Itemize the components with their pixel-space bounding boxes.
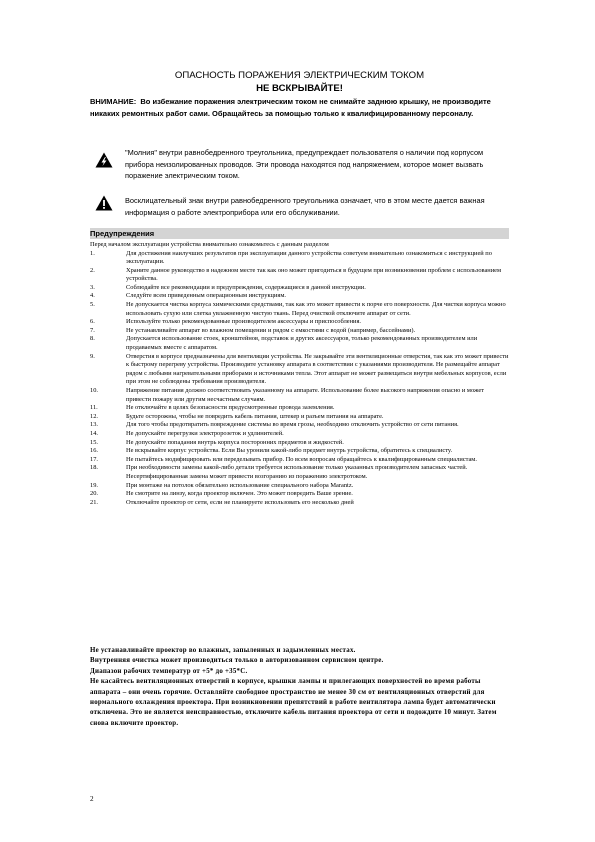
list-item bbox=[90, 387, 509, 404]
list-item-text: Для достижения наилучших результатов при эксплуатации данного устройства советуем внимательно ознакомиться с инструкцией по эксплуатации. bbox=[126, 249, 492, 266]
notes-block bbox=[90, 646, 509, 729]
list-item-text: Напряжение питания должно соответствовать указанному на аппарате. Использование более высокого напряжения опасно и может привести пожару или другим несчастным случаям. bbox=[126, 387, 484, 403]
list-item-number: 7. bbox=[90, 326, 95, 334]
note-paragraph: Диапазон рабочих температур от +5* до +35*С. bbox=[90, 667, 248, 675]
symbol-row-exclamation bbox=[90, 195, 509, 219]
list-item-number: 21. bbox=[90, 498, 98, 506]
list-item bbox=[90, 456, 509, 465]
list-item-number: 2. bbox=[90, 266, 95, 274]
note-paragraph: Не устанавливайте проектор во влажных, запыленных и задымленных местах. bbox=[90, 647, 356, 654]
page-number: 2 bbox=[90, 795, 94, 803]
list-item-text: Используйте только рекомендованные производителем аксессуары и приспособления. bbox=[126, 318, 361, 326]
list-item-number: 12. bbox=[90, 412, 98, 420]
warning-label: ВНИМАНИЕ: bbox=[90, 97, 137, 106]
list-item-text: Не допускается чистка корпуса химическими средствами, так как это может привести к порче его поверхности. Для чистки корпуса можно использовать сухую или слетка увлажненную чистую ткань. Перед очисткой отключите аппарат от сети. bbox=[126, 301, 506, 317]
warning-paragraph bbox=[90, 96, 509, 120]
list-item-text: При монтаже на потолок обязательно использование специального набора Marantz. bbox=[126, 481, 354, 489]
list-item bbox=[90, 430, 509, 439]
list-item-number: 5. bbox=[90, 301, 95, 309]
list-item-text: Храните данное руководство в надежном месте так как оно может пригодиться в будущем при возникновении проблем с использованием устройства. bbox=[126, 266, 502, 283]
exclamation-triangle-icon bbox=[95, 195, 113, 215]
list-item-text: Допускается использование стоек, кронштейнов, подставок и других аксессуаров, только рекомендованных производителем или продаваемых вместе с аппаратом. bbox=[126, 335, 478, 352]
list-item bbox=[90, 499, 509, 508]
list-item-text: Соблюдайте все рекомендации и предупреждения, содержащиеся в данной инструкции. bbox=[126, 283, 366, 291]
list-item-text: Не допускайте перегрузки электророзеток и удлинителей. bbox=[126, 429, 284, 437]
symbol-row-lightning bbox=[90, 147, 509, 183]
list-item-number: 1. bbox=[90, 249, 95, 257]
list-item bbox=[90, 284, 509, 293]
page-subtitle: НЕ ВСКРЫВАЙТЕ! bbox=[256, 83, 343, 94]
list-item bbox=[90, 413, 509, 422]
section-intro: Перед началом эксплуатации устройства внимательно ознакомьтесь с данным разделом bbox=[90, 241, 329, 248]
section-heading bbox=[90, 228, 509, 239]
list-item-number: 3. bbox=[90, 283, 95, 291]
list-item-number: 18. bbox=[90, 464, 98, 472]
list-item-number: 4. bbox=[90, 292, 95, 300]
lightning-triangle-icon bbox=[95, 152, 113, 172]
list-item bbox=[90, 292, 509, 301]
list-item bbox=[90, 404, 509, 413]
list-item-text: Не смотрите на линзу, когда проектор включен. Это может повредить Ваше зрение. bbox=[126, 490, 353, 498]
list-item-text: При необходимости замены какой-либо детали требуется использование только указанных производителем запасных частей. Несертифицированная замена может привести возгоранию из поражению электротоком. bbox=[126, 464, 468, 480]
list-item-number: 14. bbox=[90, 429, 98, 437]
list-item-text: Отключайте проектор от сети, если не планируете использовать его несколько дней bbox=[126, 498, 354, 506]
list-item bbox=[90, 267, 509, 284]
list-item-text: Не вскрывайте корпус устройства. Если Вы уронили какой-либо предмет внутрь устройства, обратитесь к специалисту. bbox=[126, 447, 453, 455]
list-item-number: 16. bbox=[90, 447, 98, 455]
list-item bbox=[90, 353, 509, 387]
list-item-text: Будьте осторожны, чтобы не повредить кабель питания, штекер и разъем питания на аппарате. bbox=[126, 412, 384, 420]
list-item bbox=[90, 335, 509, 352]
list-item-text: Не устанавливайте аппарат во влажном помещении и рядом с емкостями с водой (например, бассейнами). bbox=[126, 326, 416, 334]
list-item-number: 19. bbox=[90, 481, 98, 489]
list-item-number: 13. bbox=[90, 421, 98, 429]
list-item-text: Отверстия в корпусе предназначены для вентиляции устройства. Не закрывайте эти вентиляционные отверстия, так как это может привести к быстрому перегреву устройства. Производите установку аппарата в соответствии с указаниями производителя. Не размещайте аппарат рядом с любыми нагревательными приборами и источниками тепла. Этот аппарат не может размещаться внутри мебельных корпусов, если при этом не соблюдены требования производителя. bbox=[126, 352, 509, 386]
list-item bbox=[90, 439, 509, 448]
list-item-text: Не допускайте попадания внутрь корпуса посторонних предметов и жидкостей. bbox=[126, 438, 344, 446]
list-item bbox=[90, 318, 509, 327]
list-item-text: Для того чтобы предотвратить повреждение системы во время грозы, необходимо отключить устройство от сети питания. bbox=[126, 421, 459, 429]
list-item-number: 17. bbox=[90, 455, 98, 463]
note-paragraph: Внутренняя очистка может производиться только в авторизованном сервисном центре. bbox=[90, 657, 384, 665]
list-item bbox=[90, 250, 509, 267]
section-heading-label: Предупреждения bbox=[90, 229, 155, 238]
list-item-text: Не пытайтесь модифицировать или переделывать прибор. По всем вопросам обращайтесь к квалифицированным специалистам. bbox=[126, 455, 477, 463]
list-item bbox=[90, 301, 509, 318]
list-item-number: 10. bbox=[90, 387, 98, 394]
list-item-number: 8. bbox=[90, 335, 95, 343]
list-item bbox=[90, 464, 509, 481]
warnings-list bbox=[90, 250, 509, 508]
list-item bbox=[90, 447, 509, 456]
list-item-number: 9. bbox=[90, 352, 95, 360]
symbol-lightning-text: "Молния" внутри равнобедренного треугольника, предупреждает пользователя о наличии под корпусом прибора неизолированных проводов. Эти провода находятся под напряжением, которое может вызвать поражение электрическим током. bbox=[125, 148, 484, 180]
list-item bbox=[90, 490, 509, 499]
list-item-number: 15. bbox=[90, 438, 98, 446]
list-item-text: Не отключайте в целях безопасности предусмотренные провода заземления. bbox=[126, 404, 335, 412]
list-item-number: 11. bbox=[90, 404, 98, 412]
list-item bbox=[90, 327, 509, 336]
note-paragraph: Не касайтесь вентиляционных отверстий в корпусе, крышки лампы и прилегающих поверхностей во время работы аппарата – они очень горячие. Оставляйте свободное пространство не менее 30 см от вентиляционных отверстий для нормального охлаждения проектора. При возникновении препятствий в работе вентилятора лампа будет автоматически отключена. Это не является неисправностью, отключите кабель питания проектора от сети и подождите 10 минут. Затем снова включите проектор. bbox=[90, 678, 497, 727]
list-item bbox=[90, 421, 509, 430]
page-title: ОПАСНОСТЬ ПОРАЖЕНИЯ ЭЛЕКТРИЧЕСКИМ ТОКОМ bbox=[174, 70, 425, 81]
list-item-number: 20. bbox=[90, 490, 98, 498]
warning-text: Во избежание поражения электрическим током не снимайте заднюю крышку, не производите никаких ремонтных работ сами. Обращайтесь за помощью только к квалифицированному персоналу. bbox=[90, 97, 491, 118]
list-item-number: 6. bbox=[90, 318, 95, 326]
list-item-text: Следуйте всем приведенным операционным инструкциям. bbox=[126, 292, 286, 300]
symbol-exclamation-text: Восклицательный знак внутри равнобедренного треугольника означает, что в этом месте дается важная информация о работе электроприбора или его обслуживании. bbox=[125, 196, 485, 217]
list-item bbox=[90, 482, 509, 491]
